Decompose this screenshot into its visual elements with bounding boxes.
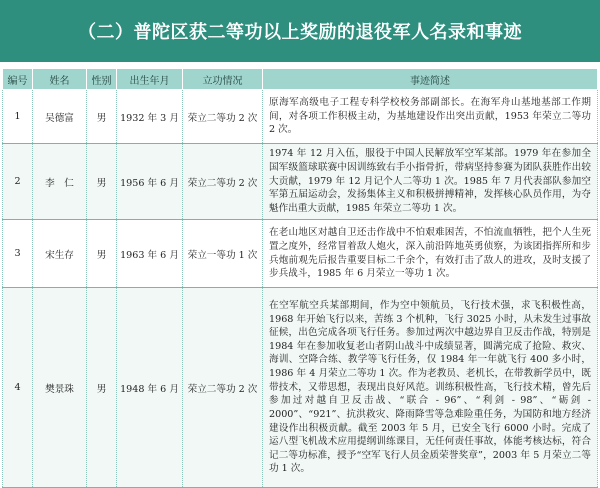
table-row xyxy=(3,144,598,220)
cell-gender: 男 xyxy=(87,288,117,488)
cell-id: 1 xyxy=(3,90,33,144)
header-row xyxy=(3,69,598,90)
veterans-table xyxy=(2,68,598,488)
table-row xyxy=(3,288,598,488)
cell-description: 1974 年 12 月入伍，服役于中国人民解放军空军某部。1979 年在参加全国军级篮球联赛中因训练致右手小指骨折，带病坚持参赛为团队获胜作出较大贡献，1979 年 12 月记个人二等功 1 次。1985 年 7 月代表部队参加空军第五届运动会，发扬集体主义和积极拼搏精神，发挥核心队员作用，为夺魁作出重大贡献，1985 年荣立二等功 1 次。 xyxy=(263,144,598,220)
cell-merit: 荣立二等功 2 次 xyxy=(183,90,263,144)
cell-description: 在空军航空兵某部期间，作为空中领航员，飞行技术强，求飞积极性高，1968 年开始飞行以来，苦练 3 个机种，飞行 3025 小时，从未发生过事故征候，出色完成各项飞行任务。参加过两次中越边界自卫反击作战，特别是 1984 年在参加收复老山者阴山战斗中成绩显著，圆满完成了抢险、救灾、海训、空降合练、教学等飞行任务，仅 1984 年一年就飞行 400 多小时，1986 年 4 月荣立二等功 1 次。作为老教员、老机长，在带教新学员中，既带技术，又带思想，表现出良好风范。训练积极性高，飞行技术精，曾先后参加过对越自卫反击战、“联合 - 96”、“利剑 - 98”、“砺剑 - 2000”、“921”、抗洪救灾、降雨降雪等急难险重任务，为国防和地方经济建设作出积极贡献。截至 2003 年 5 月，已安全飞行 6000 小时。完成了运八型飞机战术应用提纲训练课目，无任何责任事故，体能考核达标，符合记二等功标准，授予“空军飞行人员金质荣誉奖章”，2003 年 5 月荣立二等功 1 次。 xyxy=(263,288,598,488)
column-header-gender: 性别 xyxy=(87,69,117,90)
cell-merit: 荣立二等功 2 次 xyxy=(183,144,263,220)
cell-merit: 荣立一等功 1 次 xyxy=(183,220,263,288)
page-title: （二）普陀区获二等功以上奖励的退役军人名录和事迹 xyxy=(78,22,522,43)
cell-gender: 男 xyxy=(87,144,117,220)
cell-birth: 1956 年 6 月 xyxy=(117,144,183,220)
cell-name: 樊景珠 xyxy=(33,288,87,488)
cell-id: 4 xyxy=(3,288,33,488)
column-header-name: 姓名 xyxy=(33,69,87,90)
cell-name: 宋生存 xyxy=(33,220,87,288)
column-header-description: 事迹简述 xyxy=(263,69,598,90)
column-header-merit: 立功情况 xyxy=(183,69,263,90)
table-row xyxy=(3,220,598,288)
column-header-birth: 出生年月 xyxy=(117,69,183,90)
column-header-id: 编号 xyxy=(3,69,33,90)
cell-name: 李 仁 xyxy=(33,144,87,220)
cell-gender: 男 xyxy=(87,220,117,288)
cell-name: 吴德富 xyxy=(33,90,87,144)
cell-birth: 1932 年 3 月 xyxy=(117,90,183,144)
cell-merit: 荣立二等功 2 次 xyxy=(183,288,263,488)
cell-description: 原海军高级电子工程专科学校校务部副部长。在海军舟山基地基部工作期间，对各项工作积极主动，为基地建设作出突出贡献，1953 年荣立二等功 2 次。 xyxy=(263,90,598,144)
table-row xyxy=(3,90,598,144)
cell-id: 3 xyxy=(3,220,33,288)
cell-id: 2 xyxy=(3,144,33,220)
cell-gender: 男 xyxy=(87,90,117,144)
table-header xyxy=(3,69,598,90)
cell-description: 在老山地区对越自卫还击作战中不怕艰难困苦，不怕流血牺牲，把个人生死置之度外，经常冒着敌人炮火，深入前沿阵地英勇侦察，为该团指挥所和步兵炮前观先后报告重要目标二千余个，有效打击了敌人的进攻，及时支援了步兵战斗，1985 年 6 月荣立一等功 1 次。 xyxy=(263,220,598,288)
title-banner xyxy=(0,0,600,62)
cell-birth: 1948 年 6 月 xyxy=(117,288,183,488)
cell-birth: 1963 年 6 月 xyxy=(117,220,183,288)
